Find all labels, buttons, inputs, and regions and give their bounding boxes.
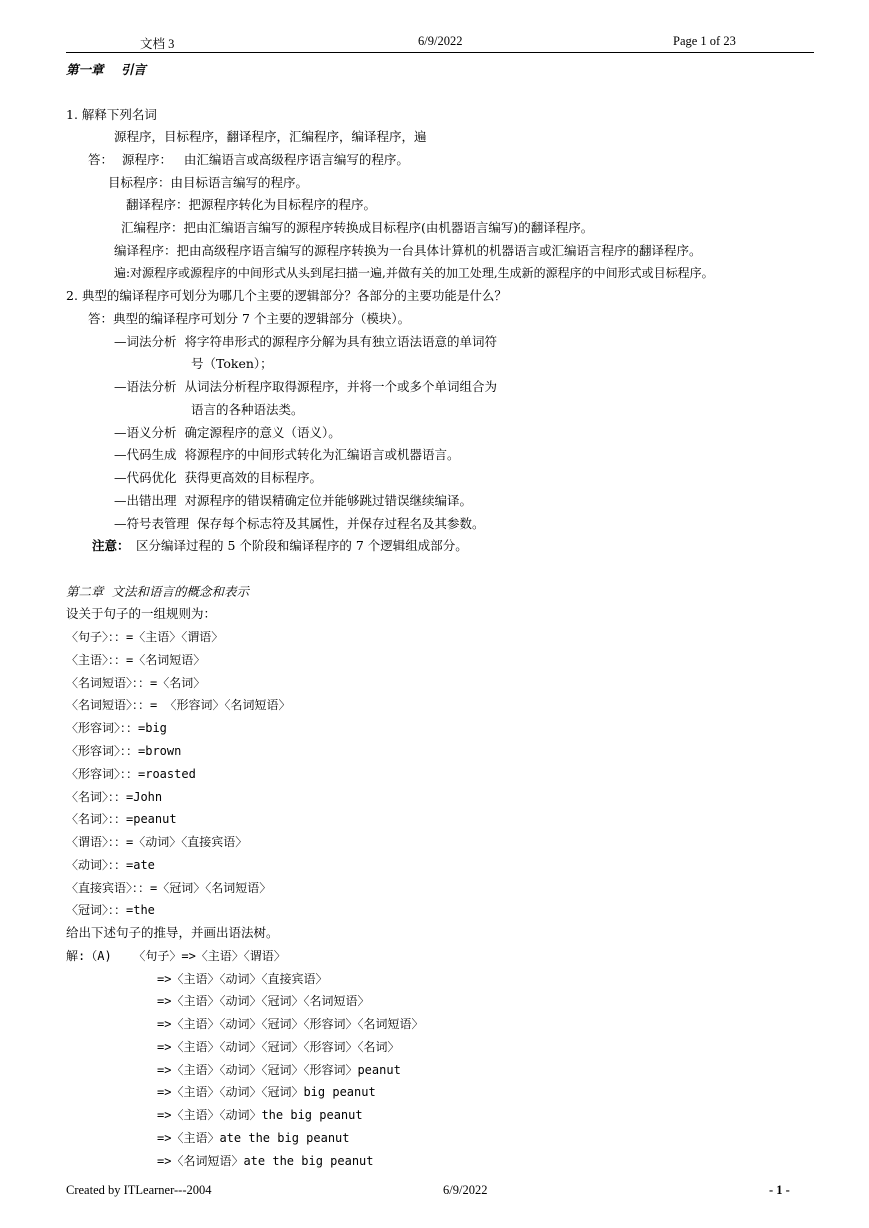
part-semantic: —语义分析 确定源程序的意义（语义）。 bbox=[114, 425, 341, 440]
def-assembler: 汇编程序：把由汇编语言编写的源程序转换成目标程序(由机器语言编写)的翻译程序。 bbox=[121, 220, 594, 235]
grammar-rule: 〈名词〉：：=peanut bbox=[66, 812, 177, 826]
header-date: 6/9/2022 bbox=[418, 34, 463, 48]
derivation-step: =>〈主语〉〈动词〉〈冠词〉big peanut bbox=[157, 1085, 376, 1099]
rules-intro: 设关于句子的一组规则为： bbox=[66, 606, 217, 621]
header-rule bbox=[66, 52, 814, 53]
header-page: Page 1 of 23 bbox=[673, 34, 736, 48]
q2-answer: 答：典型的编译程序可划分 7 个主要的逻辑部分（模块）。 bbox=[88, 311, 411, 326]
grammar-rule: 〈句子〉：：=〈主语〉〈谓语〉 bbox=[66, 630, 224, 644]
note-label: 注意： bbox=[92, 538, 130, 553]
part-error: —出错出理 对源程序的错误精确定位并能够跳过错误继续编译。 bbox=[114, 493, 472, 508]
footer-creator: Created by ITLearner---2004 bbox=[66, 1183, 212, 1197]
answer-label: 答： bbox=[88, 152, 114, 167]
grammar-rule: 〈名词〉：：=John bbox=[66, 790, 163, 804]
note-text: 区分编译过程的 5 个阶段和编译程序的 7 个逻辑组成部分。 bbox=[136, 538, 468, 553]
chapter1-title: 第一章 引言 bbox=[66, 62, 146, 77]
part-lexical-cont: 号（Token）； bbox=[191, 356, 273, 371]
derivation-step: =>〈主语〉ate the big peanut bbox=[157, 1131, 350, 1145]
grammar-rule: 〈动词〉：：=ate bbox=[66, 858, 155, 872]
footer-date: 6/9/2022 bbox=[443, 1183, 488, 1197]
derivation-step: =>〈主语〉〈动词〉〈冠词〉〈形容词〉〈名词短语〉 bbox=[157, 1017, 424, 1031]
derivation-step: =>〈主语〉〈动词〉〈冠词〉〈形容词〉peanut bbox=[157, 1063, 401, 1077]
solution-first-step: 解:（A) 〈句子〉=>〈主语〉〈谓语〉 bbox=[66, 949, 286, 963]
task-statement: 给出下述句子的推导，并画出语法树。 bbox=[66, 925, 279, 940]
grammar-rule: 〈冠词〉：：=the bbox=[66, 903, 155, 917]
derivation-step: =>〈主语〉〈动词〉〈直接宾语〉 bbox=[157, 972, 328, 986]
def-target-program: 目标程序：由目标语言编写的程序。 bbox=[108, 175, 309, 190]
q1-heading: 1. 解释下列名词 bbox=[66, 107, 157, 122]
derivation-step: =>〈主语〉〈动词〉〈冠词〉〈形容词〉〈名词〉 bbox=[157, 1040, 400, 1054]
def-compiler: 编译程序：把由高级程序语言编写的源程序转换为一台具体计算机的机器语言或汇编语言程序的翻译程序。 bbox=[114, 243, 702, 258]
part-codegen: —代码生成 将源程序的中间形式转化为汇编语言或机器语言。 bbox=[114, 447, 460, 462]
derivation-step: =>〈主语〉〈动词〉the big peanut bbox=[157, 1108, 363, 1122]
def-pass: 遍:对源程序或源程序的中间形式从头到尾扫描一遍,并做有关的加工处理,生成新的源程序的中间形式或目标程序。 bbox=[114, 266, 714, 280]
def-source-program: 源程序： 由汇编语言或高级程序语言编写的程序。 bbox=[122, 152, 409, 167]
header-doc-name: 文档 3 bbox=[140, 37, 175, 51]
footer-page-number: - 1 - bbox=[769, 1183, 790, 1197]
def-translator: 翻译程序：把源程序转化为目标程序的程序。 bbox=[126, 197, 377, 212]
grammar-rule: 〈形容词〉：：=brown bbox=[66, 744, 182, 758]
grammar-rule: 〈主语〉：：=〈名词短语〉 bbox=[66, 653, 206, 667]
chapter2-title: 第二章 文法和语言的概念和表示 bbox=[66, 584, 249, 599]
grammar-rule: 〈直接宾语〉：：=〈冠词〉〈名词短语〉 bbox=[66, 881, 272, 895]
part-syntax-cont: 语言的各种语法类。 bbox=[191, 402, 304, 417]
part-lexical: —词法分析 将字符串形式的源程序分解为具有独立语法语意的单词符 bbox=[114, 334, 497, 349]
part-syntax: —语法分析 从词法分析程序取得源程序，并将一个或多个单词组合为 bbox=[114, 379, 497, 394]
grammar-rule: 〈名词短语〉：：=〈名词〉 bbox=[66, 676, 206, 690]
derivation-step: =>〈主语〉〈动词〉〈冠词〉〈名词短语〉 bbox=[157, 994, 370, 1008]
q1-terms: 源程序，目标程序，翻译程序，汇编程序，编译程序，遍 bbox=[114, 129, 427, 144]
part-symtab: —符号表管理 保存每个标志符及其属性，并保存过程名及其参数。 bbox=[114, 516, 485, 531]
grammar-rule: 〈名词短语〉：：= 〈形容词〉〈名词短语〉 bbox=[66, 698, 291, 712]
grammar-rule: 〈形容词〉：：=big bbox=[66, 721, 167, 735]
grammar-rule: 〈谓语〉：：=〈动词〉〈直接宾语〉 bbox=[66, 835, 248, 849]
part-optimize: —代码优化 获得更高效的目标程序。 bbox=[114, 470, 322, 485]
grammar-rule: 〈形容词〉：：=roasted bbox=[66, 767, 196, 781]
q2-heading: 2. 典型的编译程序可划分为哪几个主要的逻辑部分？各部分的主要功能是什么？ bbox=[66, 288, 507, 303]
derivation-step: =>〈名词短语〉ate the big peanut bbox=[157, 1154, 374, 1168]
